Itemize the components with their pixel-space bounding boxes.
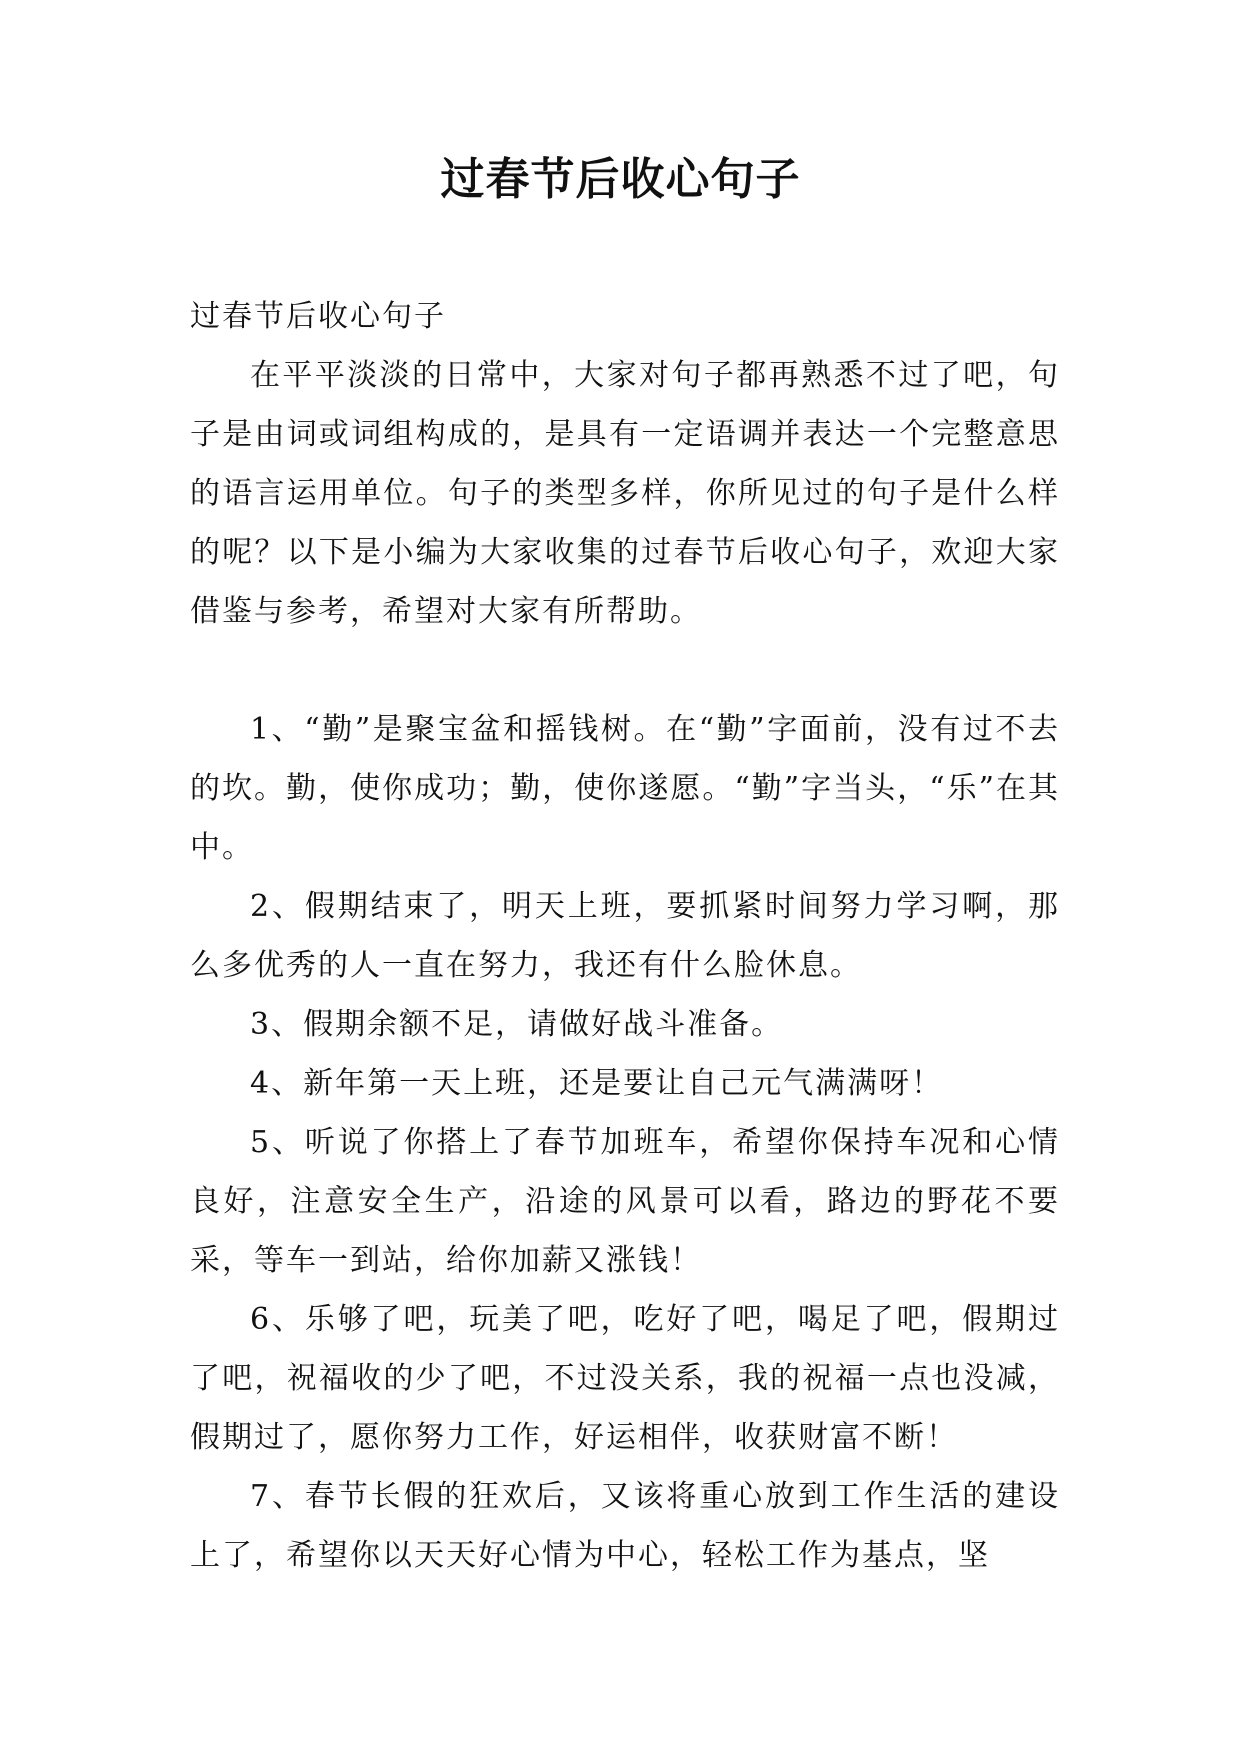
document-title: 过春节后收心句子 — [440, 154, 801, 205]
intro-paragraph: 在平平淡淡的日常中，大家对句子都再熟悉不过了吧，句子是由词或词组构成的，是具有一定语调并表达一个完整意思的语言运用单位。句子的类型多样，你所见过的句子是什么样的呢？以下是小编为大家收集的过春节后收心句子，欢迎大家借鉴与参考，希望对大家有所帮助。 — [190, 358, 1060, 629]
list-item-2: 2、假期结束了，明天上班，要抓紧时间努力学习啊，那么多优秀的人一直在努力，我还有什么脸休息。 — [190, 889, 1060, 983]
list-item-1: 1、“勤”是聚宝盆和摇钱树。在“勤”字面前，没有过不去的坎。勤，使你成功；勤，使你遂愿。“勤”字当头，“乐”在其中。 — [190, 712, 1060, 865]
list-item-6: 6、乐够了吧，玩美了吧，吃好了吧，喝足了吧，假期过了吧，祝福收的少了吧，不过没关系，我的祝福一点也没减，假期过了，愿你努力工作，好运相伴，收获财富不断！ — [190, 1302, 1060, 1455]
document-body — [190, 287, 1060, 1585]
list-item-4: 4、新年第一天上班，还是要让自己元气满满呀！ — [250, 1066, 944, 1101]
list-item-5: 5、听说了你搭上了春节加班车，希望你保持车况和心情良好，注意安全生产，沿途的风景可以看，路边的野花不要采，等车一到站，给你加薪又涨钱！ — [190, 1125, 1060, 1278]
document-subtitle: 过春节后收心句子 — [190, 299, 446, 334]
paragraph-spacer — [190, 641, 1060, 700]
list-item-7: 7、春节长假的狂欢后，又该将重心放到工作生活的建设上了，希望你以天天好心情为中心，轻松工作为基点，坚 — [190, 1479, 1060, 1573]
list-item-3: 3、假期余额不足，请做好战斗准备。 — [250, 1007, 784, 1042]
